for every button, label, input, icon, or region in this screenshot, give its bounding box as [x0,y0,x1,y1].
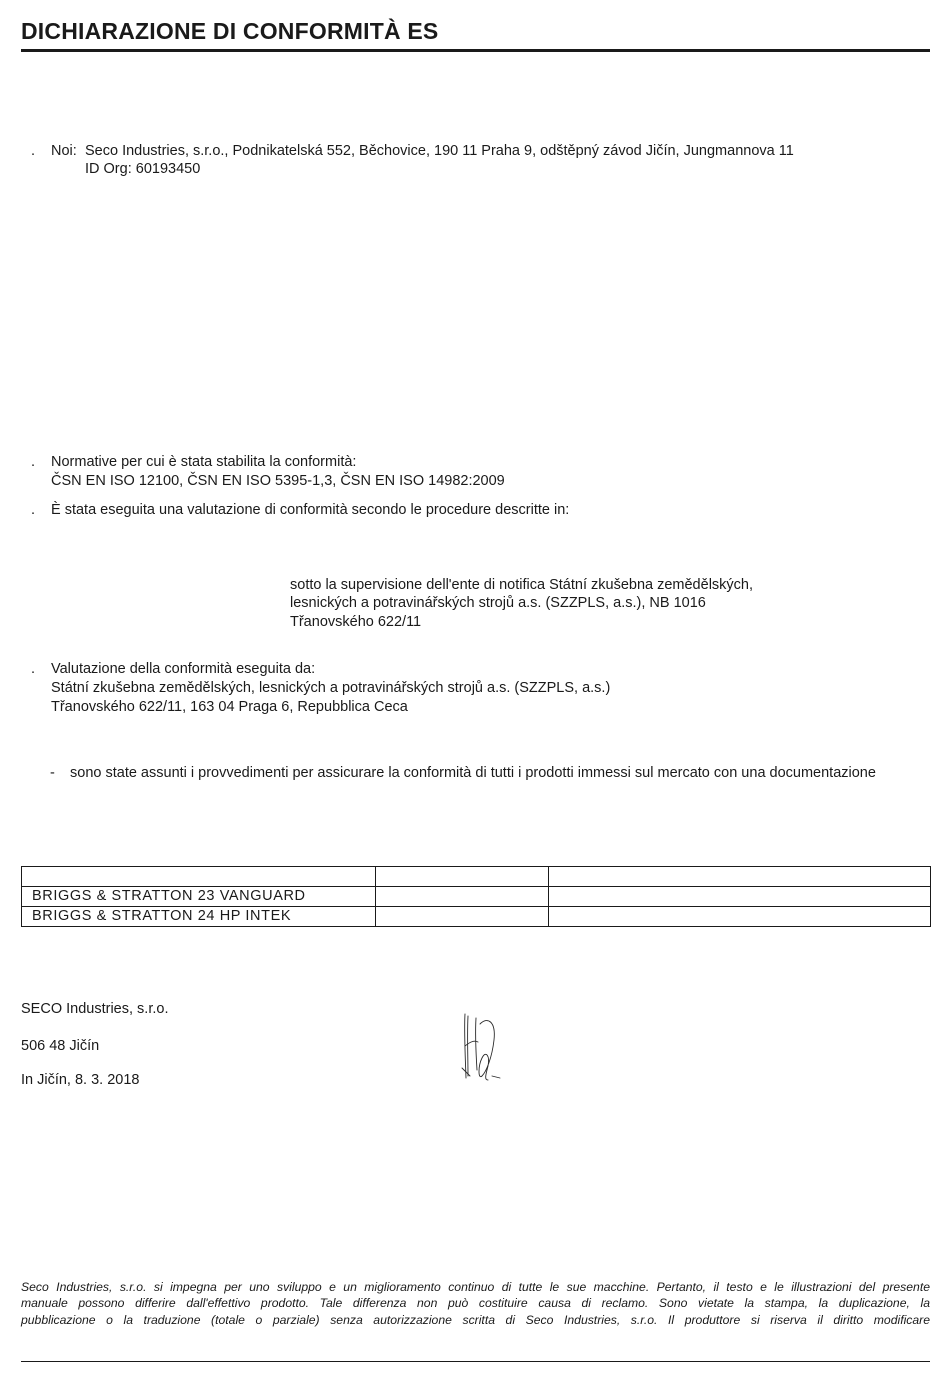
footer-address: 506 48 Jičín [21,1038,100,1054]
measures-text: sono state assunti i provvedimenti per assicurare la conformità di tutti i prodotti immessi sul mercato con una documentazione [70,765,876,781]
bullet-standards: . [31,454,36,470]
table-cell: BRIGGS & STRATTON 23 VANGUARD [22,887,376,907]
signature [456,1006,508,1086]
disclaimer-line-2: manuale possono differire dall'effettivo prodotto. Tale differenza non può costituire causa di reclamo. Sono vietate la stampa, la duplicazione, la [21,1296,930,1311]
table-row [22,907,931,927]
supervision-line-1: sotto la supervisione dell'ente di notifica Státní zkušebna zemědělských, [290,577,754,593]
standards-list: ČSN EN ISO 12100, ČSN EN ISO 5395-1,3, ČSN EN ISO 14982:2009 [51,473,505,489]
table-cell [376,907,549,927]
disclaimer-line-1: Seco Industries, s.r.o. si impegna per uno sviluppo e un miglioramento continuo di tutte le sue macchine. Pertanto, il testo e le illustrazioni del presente [21,1280,930,1294]
manufacturer-label: Noi: [51,143,77,159]
footer-date: In Jičín, 8. 3. 2018 [21,1072,140,1088]
table-cell [549,907,931,927]
bullet-manufacturer: . [31,143,36,159]
bullet-assessment: . [31,502,36,518]
table-cell: BRIGGS & STRATTON 24 HP INTEK [22,907,376,927]
manufacturer-address: Seco Industries, s.r.o., Podnikatelská 552, Běchovice, 190 11 Praha 9, odštěpný závod Jičín, Jungmannova 11 [85,143,794,159]
table-cell [549,887,931,907]
performed-by-address: Třanovského 622/11, 163 04 Praga 6, Repubblica Ceca [51,699,408,715]
disclaimer-line-3: pubblicazione o la traduzione (totale o parziale) senza autorizzazione scritta di Seco Industries, s.r.o. Il produttore si riserva il diritto modificare [21,1312,930,1327]
manufacturer-id: ID Org: 60193450 [85,161,201,177]
title-underline [21,49,930,52]
table-cell [376,887,549,907]
footer-company: SECO Industries, s.r.o. [21,1001,169,1017]
standards-heading: Normative per cui è stata stabilita la conformità: [51,454,357,470]
performed-by-heading: Valutazione della conformità eseguita da: [51,661,316,677]
table-row [22,887,931,907]
supervision-line-3: Třanovského 622/11 [290,614,422,630]
measures-dash: - [50,765,55,781]
products-table [21,866,931,927]
assessment-text: È stata eseguita una valutazione di conformità secondo le procedure descritte in: [51,502,570,518]
performed-by-name: Státní zkušebna zemědělských, lesnických a potravinářských strojů a.s. (SZZPLS, a.s.) [51,680,611,696]
table-cell [22,867,376,887]
table-cell [549,867,931,887]
table-cell [376,867,549,887]
page-title: DICHIARAZIONE DI CONFORMITÀ ES [21,18,439,44]
bullet-performed-by: . [31,661,36,677]
table-row [22,867,931,887]
supervision-line-2: lesnických a potravinářských strojů a.s. (SZZPLS, a.s.), NB 1016 [290,595,706,611]
bottom-divider [21,1361,930,1362]
disclaimer [21,1279,930,1328]
